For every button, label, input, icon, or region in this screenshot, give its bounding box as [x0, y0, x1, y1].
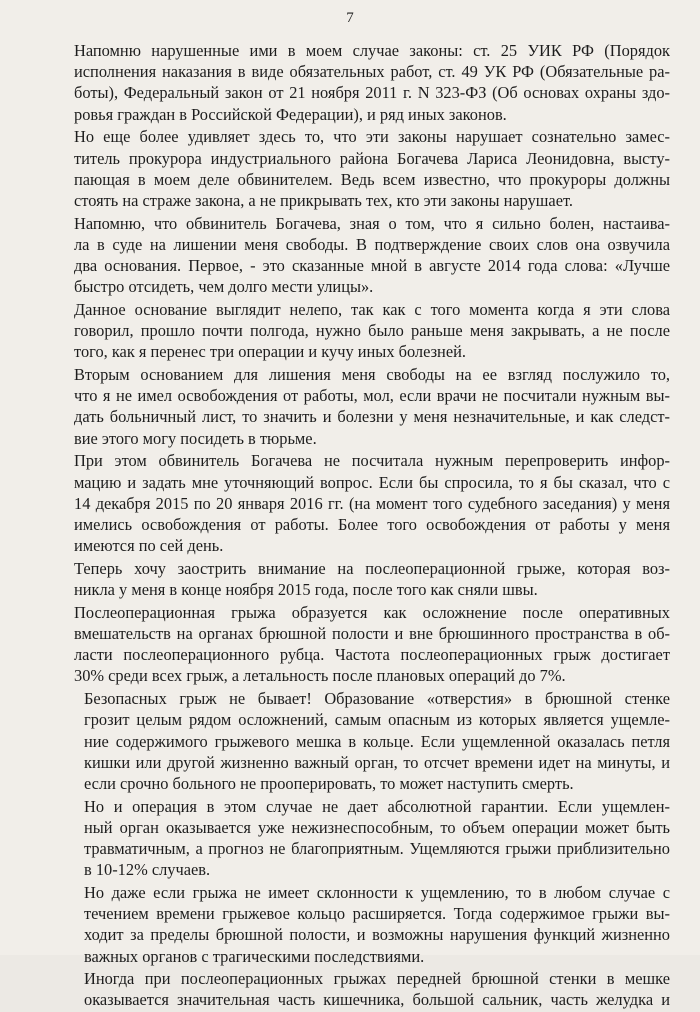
- text-line: в 10-12% случаев.: [84, 860, 211, 880]
- paragraph: [40, 364, 670, 449]
- text-line: Вторым основанием для лишения меня свободы на ее взгляд послужило то,: [74, 365, 670, 385]
- page-number: 7: [346, 10, 354, 26]
- text-line: имелись освобождения от работы. Более того освобождения от работы у меня: [74, 514, 670, 534]
- text-line: пающая в моем деле обвинителем. Ведь всем известно, что прокуроры должны: [74, 169, 670, 189]
- document-body: [40, 40, 670, 1012]
- text-line: ный орган оказывается уже нежизнеспособным, то объем операции может быть: [84, 817, 670, 837]
- paragraph: [40, 882, 670, 967]
- text-line: того, как я перенес три операции и кучу иных болезней.: [74, 342, 466, 362]
- text-line: титель прокурора индустриального района Богачева Лариса Леонидовна, высту-: [74, 148, 670, 168]
- text-line: травматичным, а прогноз не благоприятным. Ущемляются грыжи приблизительно: [84, 839, 670, 859]
- text-line: дать больничный лист, то значить и болезни у меня незначительные, и как следст-: [74, 407, 670, 427]
- paragraph: [40, 40, 670, 125]
- text-line: Безопасных грыж не бывает! Образование «отверстия» в брюшной стенке: [84, 689, 670, 709]
- text-line: Но и операция в этом случае не дает абсолютной гарантии. Если ущемлен-: [84, 796, 670, 816]
- text-line: вие этого могу посидеть в тюрьме.: [74, 428, 317, 448]
- text-line: ровья граждан в Российской Федерации), и ряд иных законов.: [74, 104, 507, 124]
- text-line: стоять на страже закона, а не прикрывать тех, кто эти законы нарушает.: [74, 190, 574, 210]
- text-line: мацию и задать мне уточняющий вопрос. Если бы спросила, то я бы сказал, что с: [74, 472, 670, 492]
- text-line: Иногда при послеоперационных грыжах передней брюшной стенки в мешке: [84, 969, 670, 989]
- text-line: При этом обвинитель Богачева не посчитала нужным перепроверить инфор-: [74, 451, 670, 471]
- text-line: имеются по сей день.: [74, 536, 224, 556]
- paragraph: [40, 299, 670, 363]
- paragraph: [40, 450, 670, 556]
- paragraph: [40, 602, 670, 687]
- text-line: грозит целым рядом осложнений, самым опасным из которых является ущемле-: [84, 710, 670, 730]
- text-line: что я не имел освобождения от работы, мол, если врачи не посчитали нужным вы-: [74, 386, 670, 406]
- text-line: кишки или другой жизненно важный орган, то отсчет времени идет на минуты, и: [84, 752, 670, 772]
- text-line: быстро отсидеть, чем долго мести улицы».: [74, 277, 374, 297]
- paragraph: [40, 126, 670, 211]
- text-line: Напомню, что обвинитель Богачева, зная о том, что я сильно болен, настаива-: [74, 213, 670, 233]
- text-line: Данное основание выглядит нелепо, так как с того момента когда я эти слова: [74, 299, 670, 319]
- text-line: исполнения наказания в виде обязательных работ, ст. 49 УК РФ (Обязательные ра-: [74, 62, 670, 82]
- text-line: ласти послеоперационного рубца. Частота послеоперационных грыж достигает: [74, 645, 670, 665]
- text-line: Но даже если грыжа не имеет склонности к ущемлению, то в любом случае с: [84, 882, 670, 902]
- text-line: Послеоперационная грыжа образуется как осложнение после оперативных: [74, 602, 670, 622]
- text-line: если срочно больного не прооперировать, то может наступить смерть.: [84, 773, 574, 793]
- paragraph: [40, 558, 670, 600]
- text-line: ходит за пределы брюшной полости, и возможны нарушения функций жизненно: [84, 925, 670, 945]
- text-line: важных органов с трагическими последствиями.: [84, 946, 425, 966]
- text-line: ла в суде на лишении меня свободы. В подтверждение своих слов она озвучила: [74, 234, 670, 254]
- text-line: оказывается значительная часть кишечника, большой сальник, часть желудка и: [84, 990, 670, 1010]
- paragraph: [40, 796, 670, 881]
- text-line: вмешательств на органах брюшной полости и вне брюшинного пространства в об-: [74, 623, 670, 643]
- text-line: 30% среди всех грыж, а летальность после плановых операций до 7%.: [74, 666, 566, 686]
- text-line: ние содержимого грыжевого мешка в кольце. Если ущемленной оказалась петля: [84, 731, 670, 751]
- text-line: два основания. Первое, - это сказанные мной в августе 2014 года слова: «Лучше: [74, 256, 670, 276]
- text-line: 14 декабря 2015 по 20 января 2016 гг. (на момент того судебного заседания) у меня: [74, 493, 670, 513]
- paragraph: [40, 213, 670, 298]
- text-line: боты), Федеральный закон от 21 ноября 2011 г. N 323-ФЗ (Об основах охраны здо-: [74, 83, 670, 103]
- paragraph: [40, 688, 670, 794]
- paragraph: [40, 968, 670, 1010]
- text-line: говорил, прошло почти полгода, нужно было раньше меня закрывать, а не после: [74, 321, 670, 341]
- text-line: Теперь хочу заострить внимание на послеоперационной грыже, которая воз-: [74, 558, 670, 578]
- text-line: Но еще более удивляет здесь то, что эти законы нарушает сознательно замес-: [74, 127, 670, 147]
- text-line: течением времени грыжевое кольцо расширяется. Тогда содержимое грыжи вы-: [84, 904, 670, 924]
- text-line: никла у меня в конце ноября 2015 года, после того как сняли швы.: [74, 580, 538, 600]
- text-line: Напомню нарушенные ими в моем случае законы: ст. 25 УИК РФ (Порядок: [74, 41, 670, 60]
